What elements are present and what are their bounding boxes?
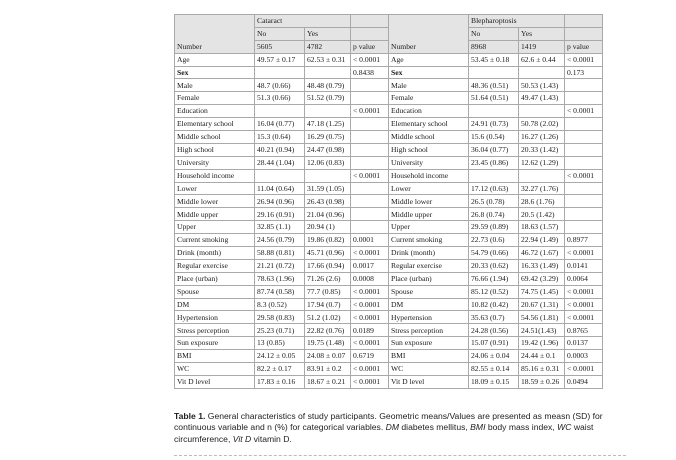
cataract-yes-cell: 47.18 (1.25) [305, 118, 351, 131]
blepharoptosis-no-cell: 18.09 ± 0.15 [469, 375, 519, 388]
table-row [175, 182, 603, 195]
row-label: Education [175, 105, 255, 118]
cataract-pvalue-cell: 0.6719 [351, 350, 389, 363]
table-row [175, 169, 603, 182]
cataract-no-cell: 29.58 (0.83) [255, 311, 305, 324]
row-label-right: DM [389, 298, 469, 311]
table-row [175, 131, 603, 144]
cataract-no-cell: 21.21 (0.72) [255, 259, 305, 272]
table-caption [174, 411, 644, 445]
blepharoptosis-yes-cell: 20.33 (1.42) [519, 143, 565, 156]
row-label: Upper [175, 221, 255, 234]
blepharoptosis-no-cell: 10.82 (0.42) [469, 298, 519, 311]
cataract-no-header: No [255, 27, 305, 40]
blepharoptosis-no-cell: 24.06 ± 0.04 [469, 350, 519, 363]
row-label: Spouse [175, 285, 255, 298]
table-row [175, 298, 603, 311]
cataract-pvalue-cell: < 0.0001 [351, 105, 389, 118]
blepharoptosis-pvalue-cell: 0.8977 [565, 234, 603, 247]
blepharoptosis-no-cell: 20.33 (0.62) [469, 259, 519, 272]
row-label-right: Education [389, 105, 469, 118]
table-row [175, 272, 603, 285]
cataract-yes-cell: 21.04 (0.96) [305, 208, 351, 221]
blepharoptosis-yes-count: 1419 [519, 40, 565, 53]
blepharoptosis-no-cell: 26.5 (0.78) [469, 195, 519, 208]
blepharoptosis-yes-cell: 62.6 ± 0.44 [519, 53, 565, 66]
row-label: Age [175, 53, 255, 66]
blepharoptosis-no-cell [469, 105, 519, 118]
cataract-yes-cell [305, 66, 351, 79]
blepharoptosis-yes-cell: 32.27 (1.76) [519, 182, 565, 195]
blepharoptosis-pvalue-cell: < 0.0001 [565, 311, 603, 324]
blepharoptosis-pvalue-cell: 0.0137 [565, 337, 603, 350]
caption-abbr-wc: WC [557, 422, 572, 433]
row-label: Male [175, 79, 255, 92]
row-label: Hypertension [175, 311, 255, 324]
row-label-right: High school [389, 143, 469, 156]
caption-text-4: waist circumference, [174, 422, 594, 444]
row-label: Middle lower [175, 195, 255, 208]
table-row [175, 143, 603, 156]
blepharoptosis-yes-cell [519, 105, 565, 118]
cataract-no-cell: 13 (0.85) [255, 337, 305, 350]
row-label-right: Middle school [389, 131, 469, 144]
table-row [175, 234, 603, 247]
table-row [175, 156, 603, 169]
blepharoptosis-no-cell: 48.36 (0.51) [469, 79, 519, 92]
row-label-right: BMI [389, 350, 469, 363]
blepharoptosis-pvalue-cell: 0.0003 [565, 350, 603, 363]
cataract-no-cell: 25.23 (0.71) [255, 324, 305, 337]
table-body [175, 53, 603, 388]
blepharoptosis-pvalue-cell: 0.0141 [565, 259, 603, 272]
blepharoptosis-no-cell [469, 66, 519, 79]
row-label-right: Sun exposure [389, 337, 469, 350]
blepharoptosis-yes-cell: 74.75 (1.45) [519, 285, 565, 298]
blepharoptosis-pvalue-cell: 0.8765 [565, 324, 603, 337]
cataract-yes-cell: 17.66 (0.94) [305, 259, 351, 272]
cataract-pvalue-header: p value [351, 40, 389, 53]
cataract-no-cell: 11.04 (0.64) [255, 182, 305, 195]
blepharoptosis-yes-cell: 16.27 (1.26) [519, 131, 565, 144]
cataract-yes-cell: 31.59 (1.05) [305, 182, 351, 195]
cataract-no-cell: 40.21 (0.94) [255, 143, 305, 156]
table-row [175, 285, 603, 298]
table-row [175, 92, 603, 105]
blepharoptosis-yes-cell: 50.53 (1.43) [519, 79, 565, 92]
cataract-group-header: Cataract [255, 15, 351, 28]
cataract-no-cell: 16.04 (0.77) [255, 118, 305, 131]
blepharoptosis-no-count: 8968 [469, 40, 519, 53]
cataract-yes-cell: 19.86 (0.82) [305, 234, 351, 247]
blepharoptosis-pvalue-cell [565, 131, 603, 144]
cataract-yes-cell: 62.53 ± 0.31 [305, 53, 351, 66]
row-label: Sex [175, 66, 255, 79]
blepharoptosis-no-cell: 85.12 (0.52) [469, 285, 519, 298]
row-label-right: Regular exercise [389, 259, 469, 272]
cataract-pvalue-cell: < 0.0001 [351, 337, 389, 350]
table-row [175, 350, 603, 363]
blepharoptosis-no-cell: 15.07 (0.91) [469, 337, 519, 350]
cataract-pvalue-cell [351, 208, 389, 221]
blepharoptosis-pvalue-cell: < 0.0001 [565, 169, 603, 182]
cataract-pvalue-cell: 0.0001 [351, 234, 389, 247]
blepharoptosis-yes-cell: 49.47 (1.43) [519, 92, 565, 105]
row-label-right: Current smoking [389, 234, 469, 247]
cataract-pvalue-cell: 0.0189 [351, 324, 389, 337]
row-label-right: Hypertension [389, 311, 469, 324]
cataract-pvalue-cell [351, 92, 389, 105]
caption-text-5: vitamin D. [251, 433, 292, 444]
row-label-right: Household income [389, 169, 469, 182]
caption-text-2: diabetes mellitus, [399, 422, 471, 433]
cataract-pvalue-cell [351, 156, 389, 169]
blepharoptosis-pvalue-cell [565, 156, 603, 169]
table-row [175, 66, 603, 79]
blepharoptosis-no-cell: 22.73 (0.6) [469, 234, 519, 247]
table-row [175, 311, 603, 324]
blepharoptosis-yes-cell: 22.94 (1.49) [519, 234, 565, 247]
cataract-yes-cell: 71.26 (2.6) [305, 272, 351, 285]
row-label-right: Stress perception [389, 324, 469, 337]
header-blank-cell [351, 15, 389, 28]
cataract-no-cell [255, 66, 305, 79]
cataract-no-count: 5605 [255, 40, 305, 53]
row-label: WC [175, 363, 255, 376]
table-row [175, 53, 603, 66]
blepharoptosis-no-cell: 76.66 (1.94) [469, 272, 519, 285]
cataract-no-cell: 32.85 (1.1) [255, 221, 305, 234]
cataract-no-cell: 15.3 (0.64) [255, 131, 305, 144]
row-label: Current smoking [175, 234, 255, 247]
blepharoptosis-yes-cell: 46.72 (1.67) [519, 247, 565, 260]
row-label-right: Upper [389, 221, 469, 234]
table-row [175, 337, 603, 350]
blepharoptosis-no-cell: 24.91 (0.73) [469, 118, 519, 131]
cataract-pvalue-cell [351, 221, 389, 234]
row-label: Stress perception [175, 324, 255, 337]
blepharoptosis-yes-cell: 18.63 (1.57) [519, 221, 565, 234]
blepharoptosis-yes-cell: 69.42 (3.29) [519, 272, 565, 285]
blepharoptosis-pvalue-cell [565, 79, 603, 92]
blepharoptosis-pvalue-cell [565, 143, 603, 156]
characteristics-table [174, 14, 603, 389]
table-row [175, 221, 603, 234]
blepharoptosis-yes-cell: 28.6 (1.76) [519, 195, 565, 208]
cataract-no-cell [255, 105, 305, 118]
row-label: DM [175, 298, 255, 311]
cataract-yes-count: 4782 [305, 40, 351, 53]
blepharoptosis-pvalue-cell: < 0.0001 [565, 298, 603, 311]
caption-abbr-bmi: BMI [470, 422, 486, 433]
row-label: Drink (month) [175, 247, 255, 260]
row-label-right: Vit D level [389, 375, 469, 388]
cataract-yes-cell: 17.94 (0.7) [305, 298, 351, 311]
row-label: Place (urban) [175, 272, 255, 285]
cataract-pvalue-cell: 0.0017 [351, 259, 389, 272]
cataract-yes-cell: 26.43 (0.98) [305, 195, 351, 208]
blepharoptosis-pvalue-cell: < 0.0001 [565, 105, 603, 118]
table-row [175, 324, 603, 337]
cataract-yes-cell: 19.75 (1.48) [305, 337, 351, 350]
blepharoptosis-group-header: Blepharoptosis [469, 15, 565, 28]
blepharoptosis-yes-cell: 20.5 (1.42) [519, 208, 565, 221]
cataract-pvalue-cell [351, 182, 389, 195]
table-row [175, 208, 603, 221]
cataract-yes-cell: 12.06 (0.83) [305, 156, 351, 169]
row-label: Sun exposure [175, 337, 255, 350]
blepharoptosis-no-cell: 54.79 (0.66) [469, 247, 519, 260]
blepharoptosis-no-cell: 53.45 ± 0.18 [469, 53, 519, 66]
cataract-yes-cell: 22.82 (0.76) [305, 324, 351, 337]
cataract-pvalue-cell [351, 79, 389, 92]
blepharoptosis-pvalue-cell [565, 208, 603, 221]
blepharoptosis-yes-cell: 20.67 (1.31) [519, 298, 565, 311]
cataract-no-cell: 26.94 (0.96) [255, 195, 305, 208]
cataract-no-cell: 78.63 (1.96) [255, 272, 305, 285]
blepharoptosis-yes-cell: 16.33 (1.49) [519, 259, 565, 272]
cataract-yes-cell: 45.71 (0.96) [305, 247, 351, 260]
row-label: Middle upper [175, 208, 255, 221]
blepharoptosis-no-cell: 36.04 (0.77) [469, 143, 519, 156]
blepharoptosis-pvalue-cell: 0.173 [565, 66, 603, 79]
blepharoptosis-pvalue-header: p value [565, 40, 603, 53]
blepharoptosis-yes-cell: 85.16 ± 0.31 [519, 363, 565, 376]
blepharoptosis-no-cell: 82.55 ± 0.14 [469, 363, 519, 376]
header-blank-cell-3 [565, 27, 603, 40]
cataract-no-cell: 29.16 (0.91) [255, 208, 305, 221]
row-label-right: Lower [389, 182, 469, 195]
header-blank-cell-right [565, 15, 603, 28]
blepharoptosis-no-cell: 51.64 (0.51) [469, 92, 519, 105]
bottom-divider [174, 455, 626, 456]
blepharoptosis-pvalue-cell [565, 182, 603, 195]
table-row [175, 195, 603, 208]
header-spacer-cell-right [389, 15, 469, 54]
row-label-right: Spouse [389, 285, 469, 298]
cataract-no-cell: 82.2 ± 0.17 [255, 363, 305, 376]
row-label-right: Middle lower [389, 195, 469, 208]
blepharoptosis-yes-cell: 19.42 (1.96) [519, 337, 565, 350]
cataract-no-cell: 87.74 (0.58) [255, 285, 305, 298]
blepharoptosis-pvalue-cell: 0.0494 [565, 375, 603, 388]
caption-label: Table 1. [174, 411, 206, 421]
cataract-yes-cell: 24.47 (0.98) [305, 143, 351, 156]
table-row [175, 375, 603, 388]
cataract-yes-cell: 20.94 (1) [305, 221, 351, 234]
blepharoptosis-no-cell: 17.12 (0.63) [469, 182, 519, 195]
cataract-pvalue-cell: < 0.0001 [351, 53, 389, 66]
cataract-pvalue-cell: < 0.0001 [351, 247, 389, 260]
cataract-yes-cell: 83.91 ± 0.2 [305, 363, 351, 376]
row-label: Female [175, 92, 255, 105]
cataract-no-cell: 17.83 ± 0.16 [255, 375, 305, 388]
blepharoptosis-no-cell: 35.63 (0.7) [469, 311, 519, 324]
blepharoptosis-yes-cell: 24.44 ± 0.1 [519, 350, 565, 363]
blepharoptosis-pvalue-cell: < 0.0001 [565, 363, 603, 376]
number-label-right: Number [391, 42, 416, 52]
blepharoptosis-no-cell [469, 169, 519, 182]
cataract-pvalue-cell [351, 118, 389, 131]
row-label-right: Elementary school [389, 118, 469, 131]
row-label-right: Male [389, 79, 469, 92]
cataract-yes-cell: 48.48 (0.79) [305, 79, 351, 92]
cataract-no-cell: 8.3 (0.52) [255, 298, 305, 311]
group-header-row [175, 15, 603, 28]
blepharoptosis-pvalue-cell: 0.0064 [565, 272, 603, 285]
blepharoptosis-yes-cell [519, 169, 565, 182]
row-label: Middle school [175, 131, 255, 144]
blepharoptosis-pvalue-cell [565, 195, 603, 208]
blepharoptosis-no-header: No [469, 27, 519, 40]
header-blank-cell-2 [351, 27, 389, 40]
number-label: Number [177, 42, 202, 52]
table-row [175, 118, 603, 131]
cataract-yes-cell: 24.08 ± 0.07 [305, 350, 351, 363]
caption-text-1: General characteristics of study participants. Geometric means/Values are presented as measn (SD) for continuous variable and n (%) for categorical variables. [174, 411, 603, 433]
cataract-pvalue-cell: 0.0008 [351, 272, 389, 285]
row-label-right: Female [389, 92, 469, 105]
row-label-right: Sex [389, 66, 469, 79]
table-row [175, 259, 603, 272]
row-label-right: University [389, 156, 469, 169]
row-label-right: WC [389, 363, 469, 376]
table-row [175, 79, 603, 92]
cataract-yes-cell: 51.2 (1.02) [305, 311, 351, 324]
row-label: Household income [175, 169, 255, 182]
cataract-no-cell: 58.88 (0.81) [255, 247, 305, 260]
cataract-yes-cell: 77.7 (0.85) [305, 285, 351, 298]
table-row [175, 363, 603, 376]
cataract-pvalue-cell [351, 143, 389, 156]
caption-text-3: body mass index, [485, 422, 558, 433]
caption-abbr-dm: DM [385, 422, 399, 433]
row-label-right: Place (urban) [389, 272, 469, 285]
cataract-yes-cell [305, 105, 351, 118]
blepharoptosis-yes-cell: 54.56 (1.81) [519, 311, 565, 324]
cataract-yes-cell: 51.52 (0.79) [305, 92, 351, 105]
cataract-no-cell [255, 169, 305, 182]
blepharoptosis-yes-cell: 18.59 ± 0.26 [519, 375, 565, 388]
cataract-pvalue-cell: < 0.0001 [351, 363, 389, 376]
cataract-pvalue-cell: < 0.0001 [351, 375, 389, 388]
cataract-no-cell: 49.57 ± 0.17 [255, 53, 305, 66]
blepharoptosis-pvalue-cell [565, 221, 603, 234]
row-label-right: Middle upper [389, 208, 469, 221]
cataract-no-cell: 48.7 (0.66) [255, 79, 305, 92]
blepharoptosis-yes-cell [519, 66, 565, 79]
blepharoptosis-pvalue-cell: < 0.0001 [565, 285, 603, 298]
cataract-yes-header: Yes [305, 27, 351, 40]
row-label-right: Drink (month) [389, 247, 469, 260]
row-label: University [175, 156, 255, 169]
row-label: High school [175, 143, 255, 156]
cataract-yes-cell: 16.29 (0.75) [305, 131, 351, 144]
blepharoptosis-yes-cell: 24.51(1.43) [519, 324, 565, 337]
blepharoptosis-pvalue-cell: < 0.0001 [565, 53, 603, 66]
cataract-pvalue-cell: < 0.0001 [351, 285, 389, 298]
cataract-no-cell: 24.12 ± 0.05 [255, 350, 305, 363]
cataract-pvalue-cell: 0.8438 [351, 66, 389, 79]
header-spacer-cell [175, 15, 255, 54]
cataract-pvalue-cell [351, 195, 389, 208]
row-label: Regular exercise [175, 259, 255, 272]
blepharoptosis-no-cell: 15.6 (0.54) [469, 131, 519, 144]
blepharoptosis-pvalue-cell [565, 118, 603, 131]
row-label: BMI [175, 350, 255, 363]
table-row [175, 105, 603, 118]
blepharoptosis-yes-cell: 12.62 (1.29) [519, 156, 565, 169]
cataract-pvalue-cell [351, 131, 389, 144]
blepharoptosis-no-cell: 26.8 (0.74) [469, 208, 519, 221]
row-label-right: Age [389, 53, 469, 66]
blepharoptosis-yes-cell: 50.78 (2.02) [519, 118, 565, 131]
cataract-pvalue-cell: < 0.0001 [351, 311, 389, 324]
cataract-no-cell: 51.3 (0.66) [255, 92, 305, 105]
cataract-pvalue-cell: < 0.0001 [351, 298, 389, 311]
cataract-pvalue-cell: < 0.0001 [351, 169, 389, 182]
blepharoptosis-no-cell: 24.28 (0.56) [469, 324, 519, 337]
cataract-yes-cell: 18.67 ± 0.21 [305, 375, 351, 388]
table-row [175, 247, 603, 260]
blepharoptosis-pvalue-cell: < 0.0001 [565, 247, 603, 260]
cataract-no-cell: 28.44 (1.04) [255, 156, 305, 169]
row-label: Elementary school [175, 118, 255, 131]
blepharoptosis-yes-header: Yes [519, 27, 565, 40]
blepharoptosis-no-cell: 29.59 (0.89) [469, 221, 519, 234]
blepharoptosis-no-cell: 23.45 (0.86) [469, 156, 519, 169]
row-label: Lower [175, 182, 255, 195]
row-label: Vit D level [175, 375, 255, 388]
blepharoptosis-pvalue-cell [565, 92, 603, 105]
cataract-no-cell: 24.56 (0.79) [255, 234, 305, 247]
caption-abbr-vitd: Vit D [232, 433, 252, 444]
cataract-yes-cell [305, 169, 351, 182]
